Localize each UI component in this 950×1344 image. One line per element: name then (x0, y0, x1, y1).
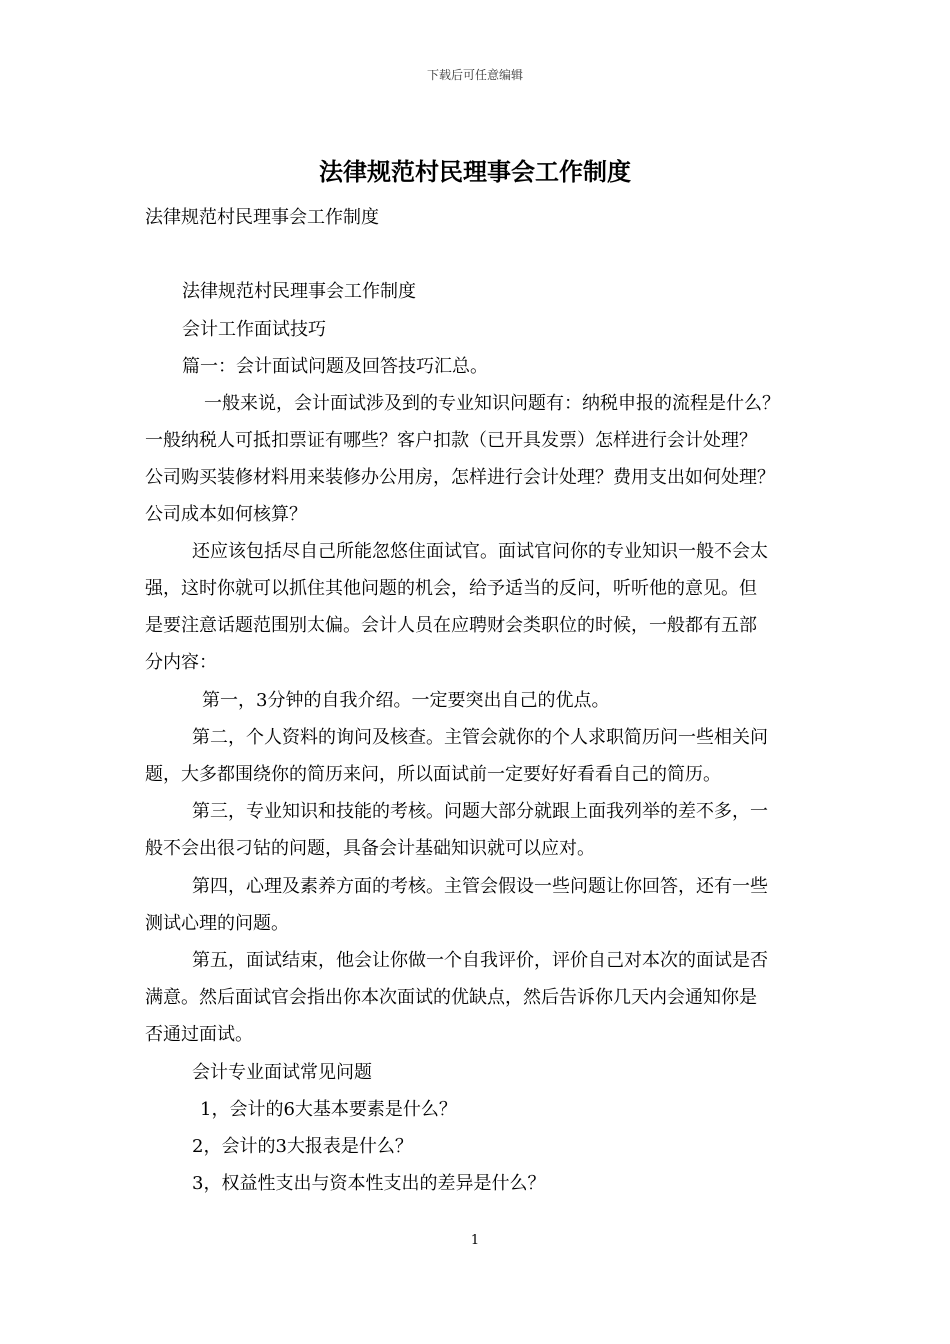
paragraph-line: 第二，个人资料的询问及核查。主管会就你的个人求职简历问一些相关问 (192, 727, 768, 748)
paragraph-line: 公司成本如何核算？ (145, 504, 307, 525)
paragraph-line: 满意。然后面试官会指出你本次面试的优缺点，然后告诉你几天内会通知你是 (145, 987, 757, 1008)
list-item: 2，会计的3大报表是什么？ (192, 1136, 413, 1157)
subtitle: 法律规范村民理事会工作制度 (145, 207, 379, 228)
list-item: 3，权益性支出与资本性支出的差异是什么？ (192, 1173, 546, 1194)
paragraph-line: 第五，面试结束，他会让你做一个自我评价，评价自己对本次的面试是否 (192, 950, 768, 971)
document-title: 法律规范村民理事会工作制度 (319, 157, 631, 186)
paragraph-line: 测试心理的问题。 (145, 913, 289, 934)
paragraph-line: 还应该包括尽自己所能忽悠住面试官。面试官问你的专业知识一般不会太 (192, 541, 768, 562)
paragraph-line: 法律规范村民理事会工作制度 (182, 281, 416, 302)
paragraph-line: 分内容： (145, 652, 217, 673)
list-item: 1，会计的6大基本要素是什么？ (200, 1099, 457, 1120)
section-heading: 会计专业面试常见问题 (192, 1062, 372, 1083)
paragraph-line: 第三，专业知识和技能的考核。问题大部分就跟上面我列举的差不多，一 (192, 801, 768, 822)
paragraph-line: 一般纳税人可抵扣票证有哪些？客户扣款（已开具发票）怎样进行会计处理？ (145, 430, 757, 451)
paragraph-line: 篇一：会计面试问题及回答技巧汇总。 (182, 356, 488, 377)
paragraph-line: 否通过面试。 (145, 1024, 253, 1045)
page-number: 1 (470, 1233, 480, 1248)
paragraph-line: 会计工作面试技巧 (182, 319, 326, 340)
paragraph-line: 题，大多都围绕你的简历来问，所以面试前一定要好好看看自己的简历。 (145, 764, 721, 785)
paragraph-line: 强，这时你就可以抓住其他问题的机会，给予适当的反问，听听他的意见。但 (145, 578, 757, 599)
paragraph-line: 一般来说，会计面试涉及到的专业知识问题有：纳税申报的流程是什么？ (204, 393, 780, 414)
page-header: 下载后可任意编辑 (426, 68, 523, 82)
paragraph-line: 是要注意话题范围别太偏。会计人员在应聘财会类职位的时候，一般都有五部 (145, 615, 757, 636)
paragraph-line: 公司购买装修材料用来装修办公用房，怎样进行会计处理？费用支出如何处理？ (145, 467, 775, 488)
paragraph-line: 第一，3分钟的自我介绍。一定要突出自己的优点。 (202, 690, 610, 711)
paragraph-line: 第四，心理及素养方面的考核。主管会假设一些问题让你回答，还有一些 (192, 876, 768, 897)
paragraph-line: 般不会出很刁钻的问题，具备会计基础知识就可以应对。 (145, 838, 595, 859)
